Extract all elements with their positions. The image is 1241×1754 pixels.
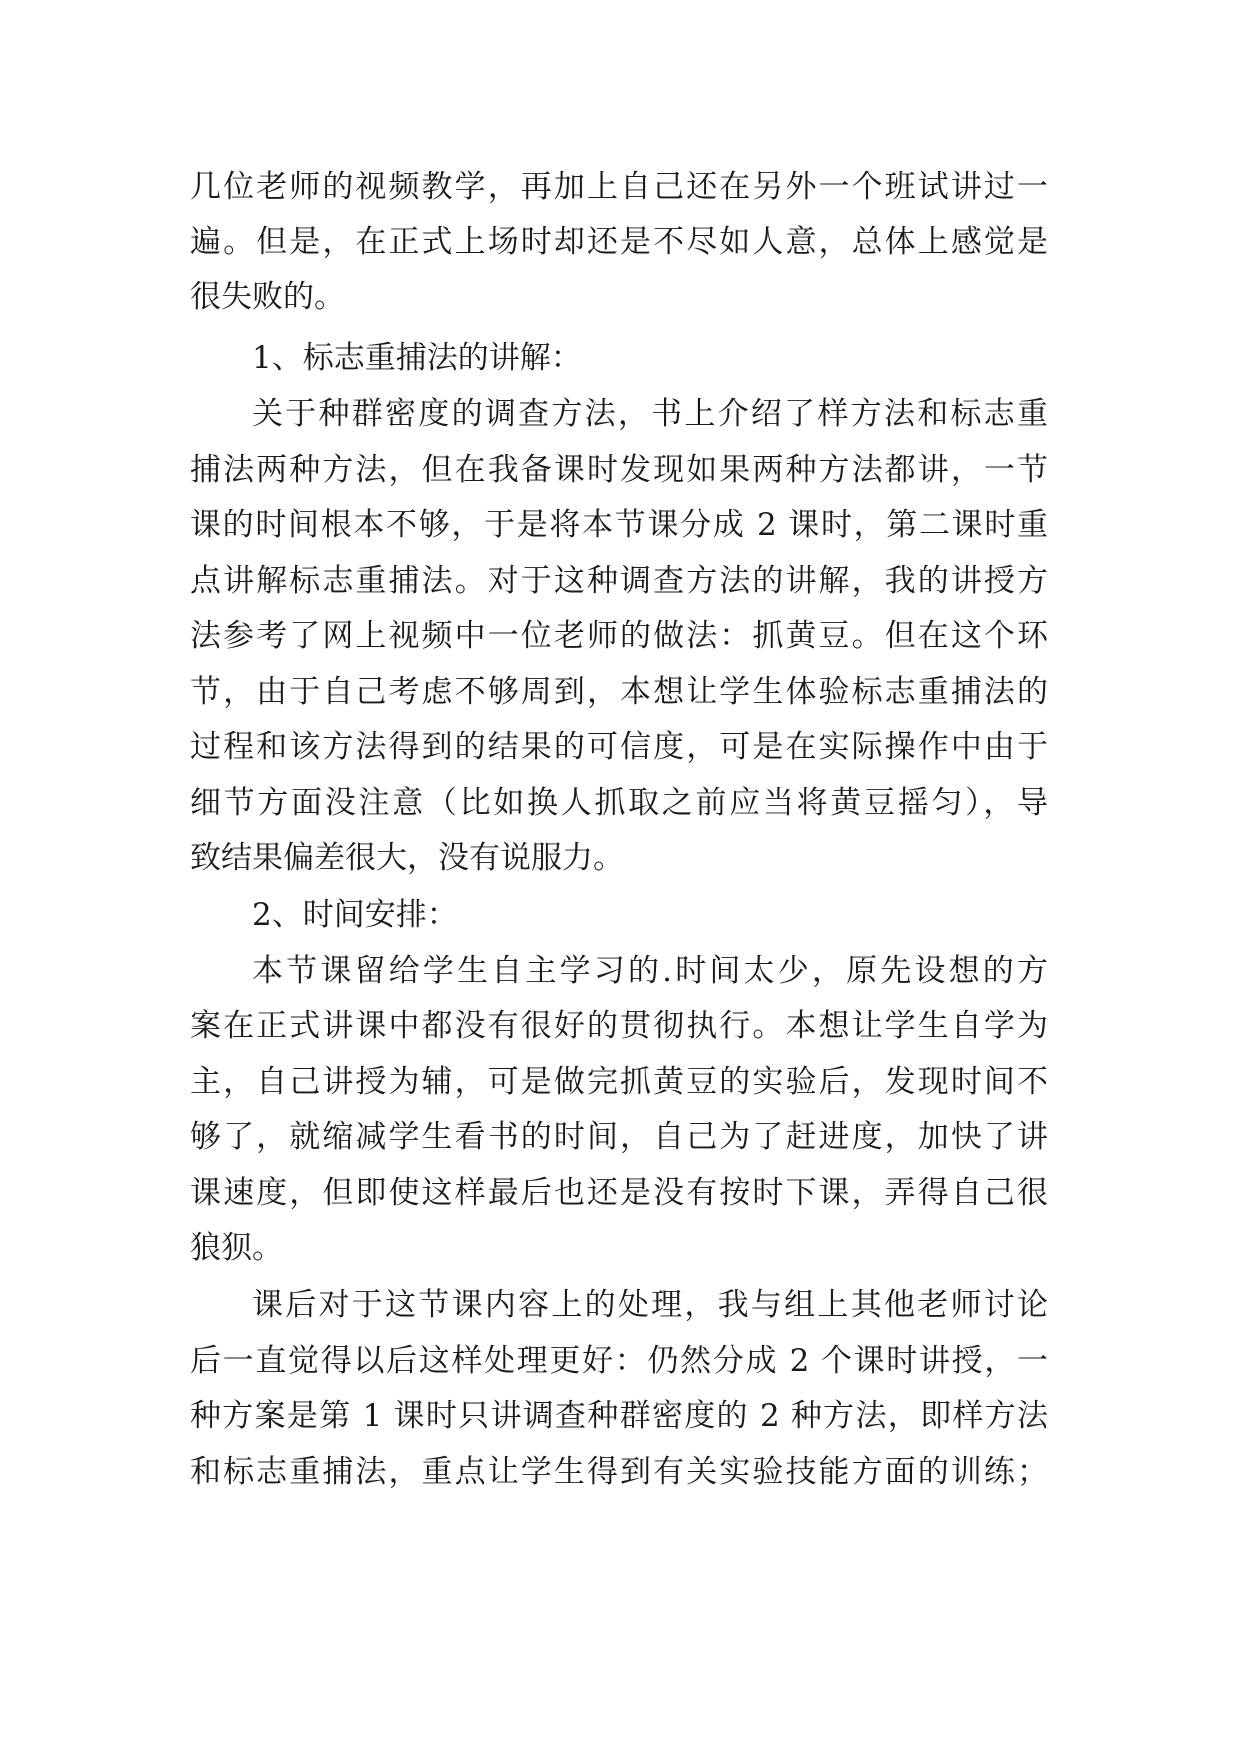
text-line: 关于种群密度的调查方法，书上介绍了样方法和标志重 — [252, 396, 1048, 432]
text-line: 课速度，但即使这样最后也还是没有按时下课，弄得自己很 — [190, 1175, 1048, 1211]
text-line: 够了，就缩减学生看书的时间，自己为了赶进度，加快了讲 — [190, 1119, 1048, 1155]
text-line: 节，由于自己考虑不够周到，本想让学生体验标志重捕法的 — [190, 674, 1048, 710]
text-line: 主，自己讲授为辅，可是做完抓黄豆的实验后，发现时间不 — [190, 1064, 1048, 1100]
text-line: 狼狈。 — [190, 1230, 283, 1266]
section-heading: 2、时间安排： — [252, 897, 458, 933]
text-line: 后一直觉得以后这样处理更好：仍然分成 2 个课时讲授，一 — [190, 1343, 1048, 1379]
text-line: 几位老师的视频教学，再加上自己还在另外一个班试讲过一 — [190, 169, 1048, 205]
text-line: 捕法两种方法，但在我备课时发现如果两种方法都讲，一节 — [190, 452, 1048, 488]
text-line: 本节课留给学生自主学习的.时间太少，原先设想的方 — [252, 953, 1048, 989]
text-line: 种方案是第 1 课时只讲调查种群密度的 2 种方法，即样方法 — [190, 1398, 1048, 1434]
text-line: 课的时间根本不够，于是将本节课分成 2 课时，第二课时重 — [190, 507, 1048, 543]
text-line: 很失败的。 — [190, 279, 345, 315]
section-heading: 1、标志重捕法的讲解： — [252, 340, 582, 376]
text-line: 细节方面没注意（比如换人抓取之前应当将黄豆摇匀），导 — [190, 785, 1048, 821]
text-line: 致结果偏差很大，没有说服力。 — [190, 840, 624, 876]
text-line: 案在正式讲课中都没有很好的贯彻执行。本想让学生自学为 — [190, 1008, 1048, 1044]
text-line: 课后对于这节课内容上的处理，我与组上其他老师讨论 — [252, 1287, 1048, 1323]
text-line: 点讲解标志重捕法。对于这种调查方法的讲解，我的讲授方 — [190, 563, 1048, 599]
text-line: 遍。但是，在正式上场时却还是不尽如人意，总体上感觉是 — [190, 224, 1048, 260]
text-line: 过程和该方法得到的结果的可信度，可是在实际操作中由于 — [190, 729, 1048, 765]
text-line: 法参考了网上视频中一位老师的做法：抓黄豆。但在这个环 — [190, 618, 1048, 654]
text-line: 和标志重捕法，重点让学生得到有关实验技能方面的训练； — [190, 1454, 1048, 1490]
